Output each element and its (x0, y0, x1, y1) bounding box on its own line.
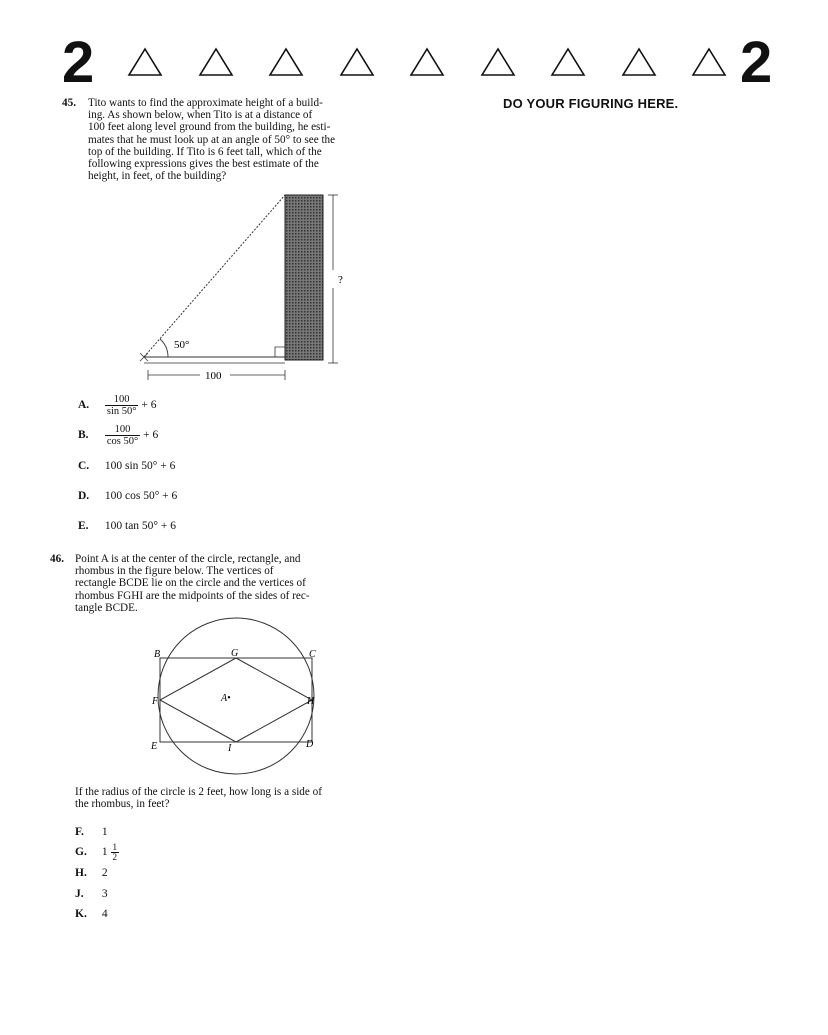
triangle-icon (550, 47, 586, 77)
denominator: sin 50° (106, 406, 137, 417)
question-46-prompt (75, 786, 415, 810)
height-label: ? (338, 274, 343, 286)
choice-text: 100 tan 50° + 6 (104, 520, 177, 532)
text-line: rhombus in the figure below. The vertices of (75, 565, 274, 578)
question-46-text (75, 553, 405, 614)
text-line: If the radius of the circle is 2 feet, how long is a side of (75, 786, 322, 798)
vertex-label: I (228, 743, 232, 754)
fraction (105, 424, 140, 447)
vertex-label: H (307, 696, 315, 707)
choice-text: 4 (101, 908, 108, 920)
distance-label: 100 (205, 370, 222, 382)
choice-text: 3 (101, 888, 108, 900)
choice-label: C. (78, 460, 90, 472)
choice-tail: + 6 (141, 399, 157, 412)
choice-tail: + 6 (143, 429, 159, 442)
vertex-label: C (309, 649, 316, 660)
choice-label: A. (78, 399, 90, 412)
question-45-text (88, 97, 418, 182)
choice-h[interactable] (75, 867, 108, 879)
choice-label: G. (75, 846, 87, 859)
text-line: following expressions gives the best estimate of the (88, 158, 319, 171)
sight-line (144, 195, 285, 357)
triangle-icon (621, 47, 657, 77)
choice-label: F. (75, 826, 84, 838)
choice-label: B. (78, 429, 89, 442)
text-line: the rhombus, in feet? (75, 798, 170, 811)
choice-j[interactable] (75, 888, 108, 900)
choice-label: J. (75, 888, 84, 900)
text-line: Point A is at the center of the circle, rectangle, and (75, 553, 301, 565)
choice-f[interactable] (75, 826, 108, 838)
text-line: Tito wants to find the approximate height of a build- (88, 97, 323, 109)
center-label: A• (221, 693, 231, 704)
choice-k[interactable] (75, 908, 108, 920)
text-line: tangle BCDE. (75, 601, 138, 614)
rectangle-bcde (160, 658, 312, 742)
denominator: cos 50° (106, 436, 139, 447)
triangle-icon (339, 47, 375, 77)
denominator: 2 (112, 852, 117, 862)
building (285, 195, 323, 360)
text-line: height, in feet, of the building? (88, 170, 227, 183)
rhombus-fghi (160, 658, 312, 742)
vertex-label: E (151, 741, 158, 752)
numerator: 100 (114, 424, 131, 435)
building-figure (130, 185, 360, 385)
triangle-icon (127, 47, 163, 77)
angle-label: 50° (174, 339, 190, 351)
choice-text: 1 (101, 826, 108, 838)
choice-a[interactable] (78, 394, 156, 417)
triangle-icon (268, 47, 304, 77)
figuring-note: DO YOUR FIGURING HERE. (503, 96, 679, 111)
choice-text: 100 sin 50° + 6 (104, 460, 176, 472)
text-line: rectangle BCDE lie on the circle and the vertices of (75, 577, 306, 590)
numerator: 100 (113, 394, 130, 405)
mixed-whole: 1 (101, 846, 108, 859)
text-line: ing. As shown below, when Tito is at a distance of (88, 109, 313, 122)
question-number: 45. (62, 97, 76, 109)
choice-label: E. (78, 520, 89, 532)
right-angle-mark (275, 347, 285, 357)
vertex-label: G (231, 648, 239, 659)
choice-label: H. (75, 867, 87, 879)
triangle-icon (691, 47, 727, 77)
text-line: top of the building. If Tito is 6 feet tall, which of the (88, 145, 322, 158)
question-number: 46. (50, 553, 64, 565)
choice-b[interactable] (78, 424, 158, 447)
text-line: rhombus FGHI are the midpoints of the sides of rec- (75, 589, 310, 602)
triangle-icon (198, 47, 234, 77)
circle (158, 618, 314, 774)
choice-text: 100 cos 50° + 6 (104, 490, 178, 502)
vertex-label: F (152, 696, 159, 707)
page-number-right: 2 (740, 30, 773, 95)
vertex-label: B (154, 649, 161, 660)
triangle-icon (480, 47, 516, 77)
choice-e[interactable] (78, 520, 176, 532)
choice-label: D. (78, 490, 90, 502)
page-number-left: 2 (62, 30, 95, 95)
circle-rhombus-figure (140, 615, 340, 785)
choice-label: K. (75, 908, 87, 920)
choice-d[interactable] (78, 490, 177, 502)
angle-arc (160, 339, 168, 357)
text-line: 100 feet along level ground from the building, he esti- (88, 121, 331, 134)
fraction (105, 394, 139, 417)
numerator: 1 (112, 842, 117, 852)
fraction (111, 843, 120, 862)
choice-text: 2 (101, 867, 108, 879)
choice-g[interactable] (75, 843, 119, 862)
choice-c[interactable] (78, 460, 175, 472)
vertex-label: D (306, 739, 314, 750)
triangle-icon (409, 47, 445, 77)
text-line: mates that he must look up at an angle of 50° to see the (88, 133, 336, 146)
